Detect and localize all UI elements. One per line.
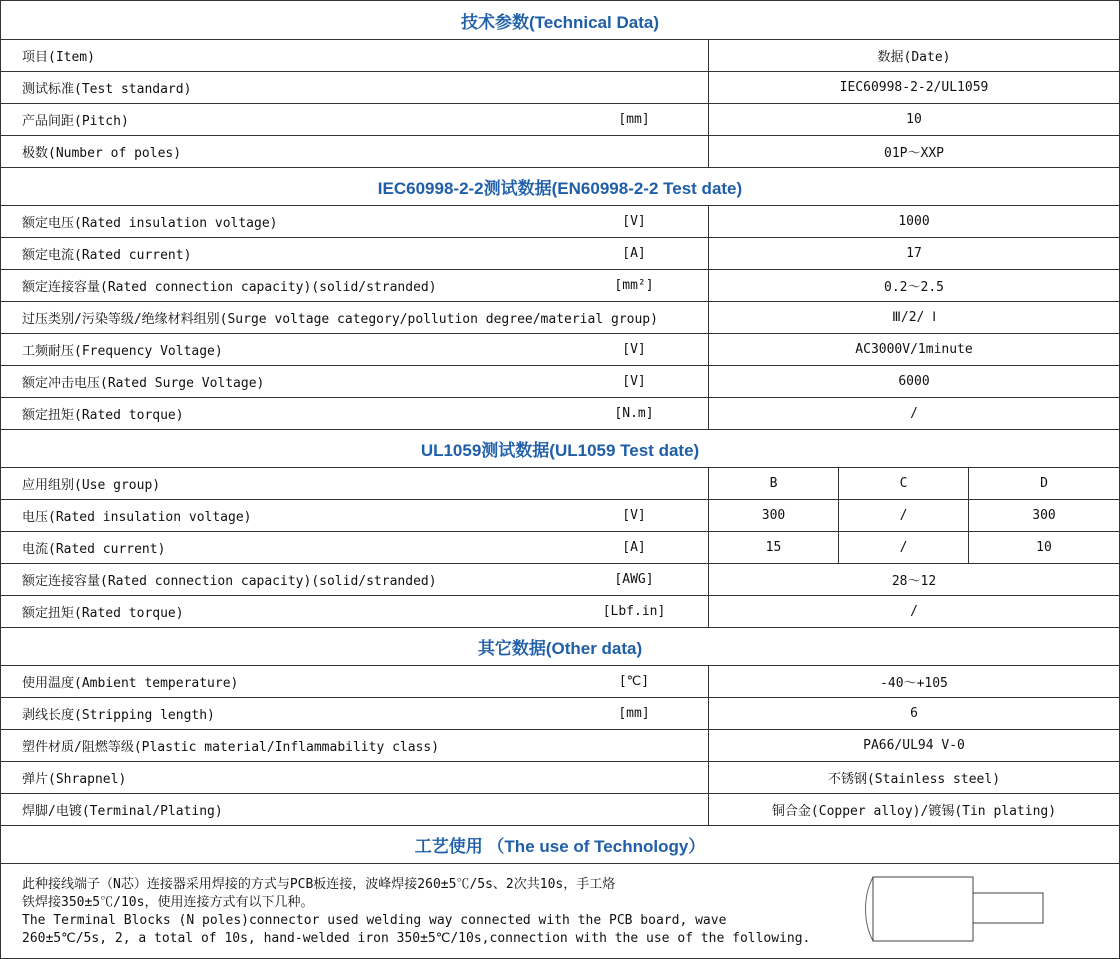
value-c: / [838,532,968,563]
row-value: 0.2～2.5 [708,270,1119,301]
row-value: / [708,596,1119,627]
table-row [1,397,1119,429]
table-row [1,563,1119,595]
row-label: 焊脚/电镀(Terminal/Plating) [22,804,223,819]
row-label: 额定扭矩(Rated torque) [22,408,184,423]
row-label: 应用组别(Use group) [22,478,161,493]
row-label: 过压类别/污染等级/绝缘材料组别(Surge voltage category/pollution degree/material group) [22,312,658,327]
row-value: 17 [708,238,1119,269]
row-unit: [AWG] [614,572,654,587]
table-row [1,103,1119,135]
row-unit: [mm] [618,706,650,721]
row-label: 额定扭矩(Rated torque) [22,606,184,621]
technology-description [1,863,1119,958]
table-row [1,697,1119,729]
section-header-technology [1,825,1119,863]
row-label: 极数(Number of poles) [22,146,182,161]
section-title: IEC60998-2-2测试数据(EN60998-2-2 Test date) [377,179,743,198]
table-row [1,301,1119,333]
value-b: 300 [708,500,838,531]
table-row [1,237,1119,269]
row-label: 额定电流(Rated current) [22,248,192,263]
row-label: 额定连接容量(Rated connection capacity)(solid/stranded) [22,280,437,295]
table-row [1,729,1119,761]
row-label: 工频耐压(Frequency Voltage) [22,344,223,359]
row-unit: [Lbf.in] [602,604,666,619]
section-header-ul [1,429,1119,467]
table-row [1,333,1119,365]
table-row [1,761,1119,793]
value-d: 300 [968,500,1119,531]
table-row [1,595,1119,627]
table-row [1,665,1119,697]
table-row [1,531,1119,563]
table-row [1,269,1119,301]
row-label: 剥线长度(Stripping length) [22,708,215,723]
row-value: Ⅲ/2/ Ⅰ [708,302,1119,333]
table-row [1,467,1119,499]
row-unit: [mm] [618,112,650,127]
row-unit: [V] [622,214,646,229]
row-unit: [A] [622,540,646,555]
row-label: 塑件材质/阻燃等级(Plastic material/Inflammability class) [22,740,440,755]
row-unit [601,730,667,761]
row-label: 电流(Rated current) [22,542,166,557]
row-value: 铜合金(Copper alloy)/镀锡(Tin plating) [708,794,1119,825]
row-value: PA66/UL94 V-0 [708,730,1119,761]
group-b: B [708,468,838,499]
table-row [1,135,1119,167]
row-value: -40～+105 [708,666,1119,697]
row-value: 数据(Date) [708,40,1119,71]
row-unit [601,762,667,793]
row-label: 弹片(Shrapnel) [22,772,127,787]
row-unit: [mm²] [614,278,654,293]
row-label: 额定电压(Rated insulation voltage) [22,216,278,231]
row-value: 6 [708,698,1119,729]
table-row [1,39,1119,71]
row-value: 10 [708,104,1119,135]
section-title: 其它数据(Other data) [477,639,643,658]
table-row [1,205,1119,237]
technology-text-line: The Terminal Blocks (N poles)connector used welding way connected with the PCB board, wave [22,913,727,928]
row-value: 01P～XXP [708,136,1119,167]
row-value: 1000 [708,206,1119,237]
row-label: 电压(Rated insulation voltage) [22,510,252,525]
row-label: 额定连接容量(Rated connection capacity)(solid/stranded) [22,574,437,589]
technology-text-line: 铁焊接350±5℃/10s，使用连接方式有以下几种。 [22,895,314,910]
row-unit: [N.m] [614,406,654,421]
row-unit [601,136,667,167]
value-c: / [838,500,968,531]
table-row [1,365,1119,397]
row-unit: [V] [622,342,646,357]
section-header-other [1,627,1119,665]
table-row [1,499,1119,531]
technology-text-line: 260±5℃/5s, 2, a total of 10s, hand-welded iron 350±5℃/10s,connection with the use of the following. [22,931,811,946]
group-c: C [838,468,968,499]
row-value: 6000 [708,366,1119,397]
row-label: 产品间距(Pitch) [22,114,129,129]
row-unit: [V] [622,374,646,389]
row-label: 测试标准(Test standard) [22,82,192,97]
value-b: 15 [708,532,838,563]
row-unit: [A] [622,246,646,261]
row-value: / [708,398,1119,429]
row-label: 额定冲击电压(Rated Surge Voltage) [22,376,265,391]
pcb-pin-drawing [865,876,1045,942]
section-header-technical [1,0,1119,39]
group-d: D [968,468,1119,499]
table-row [1,71,1119,103]
section-title: UL1059测试数据(UL1059 Test date) [420,441,700,460]
row-unit: [℃] [618,674,650,689]
row-value: IEC60998-2-2/UL1059 [708,72,1119,103]
value-d: 10 [968,532,1119,563]
row-unit: [V] [622,508,646,523]
row-unit [601,40,667,71]
row-unit [601,72,667,103]
section-title: 技术参数(Technical Data) [460,12,660,32]
section-header-iec [1,167,1119,205]
row-label: 使用温度(Ambient temperature) [22,676,239,691]
table-row [1,793,1119,825]
row-value: AC3000V/1minute [708,334,1119,365]
row-value: 不锈钢(Stainless steel) [708,762,1119,793]
section-title: 工艺使用 （The use of Technology） [414,837,706,856]
technology-text-line: 此种接线端子（N芯）连接器采用焊接的方式与PCB板连接，波峰焊接260±5℃/5s、2次共10s，手工烙 [22,877,616,892]
row-label: 项目(Item) [22,50,95,65]
row-unit [601,794,667,825]
row-value: 28～12 [708,564,1119,595]
